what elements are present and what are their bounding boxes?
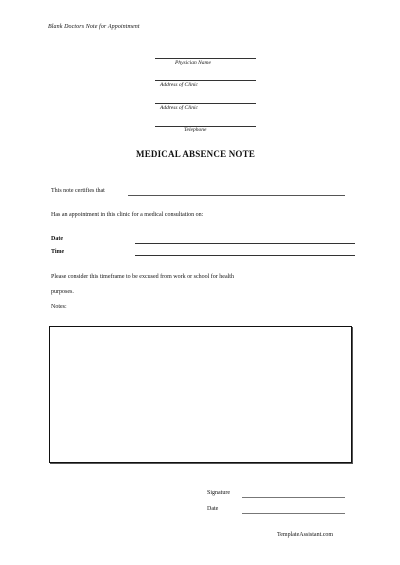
clinic-address-line-2[interactable] [155, 103, 256, 104]
footer-site: TemplateAssistant.com [277, 532, 334, 538]
physician-name-line[interactable] [155, 58, 256, 59]
clinic-address-label-2: Address of Clinic [160, 105, 198, 111]
signature-label: Signature [207, 490, 230, 496]
notes-label: Notes: [51, 304, 67, 310]
time-label: Time [51, 249, 65, 255]
excuse-text-line-1: Please consider this timeframe to be excused from work or school for health [51, 274, 234, 280]
time-line[interactable] [135, 255, 355, 256]
clinic-address-line-1[interactable] [155, 80, 256, 81]
date-label: Date [51, 236, 63, 242]
page-title: MEDICAL ABSENCE NOTE [136, 149, 256, 159]
document-type-title: Blank Doctors Note for Appointment [48, 24, 140, 30]
clinic-address-label-1: Address of Clinic [160, 82, 198, 88]
date-line[interactable] [135, 243, 355, 244]
telephone-label: Telephone [184, 127, 207, 133]
patient-name-line[interactable] [128, 195, 345, 196]
signature-line[interactable] [242, 497, 345, 498]
appointment-text: Has an appointment in this clinic for a medical consultation on: [51, 212, 204, 218]
physician-name-label: Physician Name [175, 60, 211, 66]
signature-date-line[interactable] [242, 513, 345, 514]
certifies-text: This note certifies that [51, 188, 105, 194]
excuse-text-line-2: purposes. [51, 289, 74, 295]
signature-date-label: Date [207, 506, 219, 512]
notes-box[interactable] [49, 326, 352, 463]
